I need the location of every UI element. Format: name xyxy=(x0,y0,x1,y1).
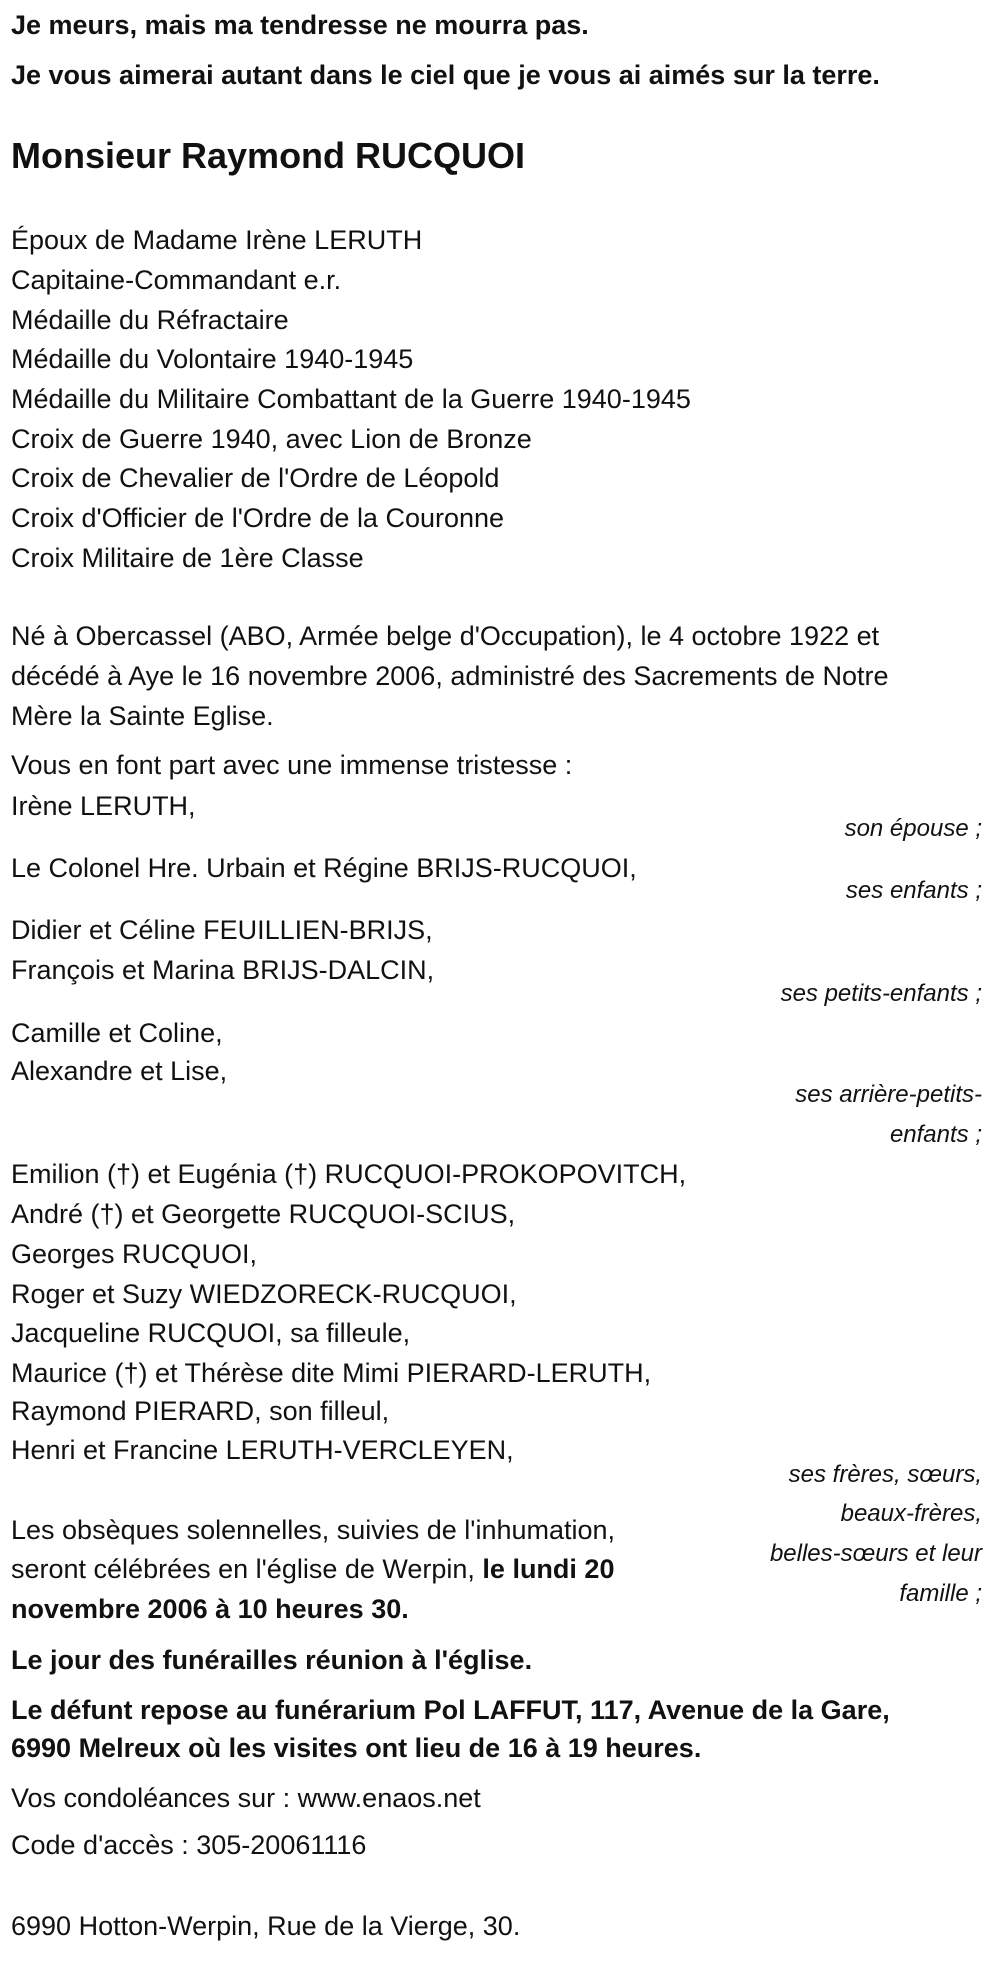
birth-line: Né à Obercassel (ABO, Armée belge d'Occupation), le 4 octobre 1922 et xyxy=(11,621,880,651)
honor-line: Médaille du Volontaire 1940-1945 xyxy=(11,344,414,374)
quote-line: Je meurs, mais ma tendresse ne mourra pas. xyxy=(11,10,589,40)
address: 6990 Hotton-Werpin, Rue de la Vierge, 30. xyxy=(11,1911,521,1941)
rest-line: Le défunt repose au funérarium Pol LAFFUT, 117, Avenue de la Gare, xyxy=(11,1695,890,1725)
honor-line: Médaille du Militaire Combattant de la Guerre 1940-1945 xyxy=(11,384,691,414)
access-code: Code d'accès : 305-20061116 xyxy=(11,1830,367,1860)
family-member: Le Colonel Hre. Urbain et Régine BRIJS-RUCQUOI, xyxy=(11,853,637,883)
family-role: ses frères, sœurs, xyxy=(788,1461,982,1488)
family-member: François et Marina BRIJS-DALCIN, xyxy=(11,955,435,985)
funeral-date: novembre 2006 à 10 heures 30. xyxy=(11,1594,409,1624)
condolences-link[interactable]: Vos condoléances sur : www.enaos.net xyxy=(11,1783,481,1813)
family-role: enfants ; xyxy=(889,1121,982,1148)
family-member: Didier et Céline FEUILLIEN-BRIJS, xyxy=(11,915,433,945)
family-member: Georges RUCQUOI, xyxy=(11,1239,258,1269)
funeral-line: Les obsèques solennelles, suivies de l'inhumation, xyxy=(11,1515,616,1545)
honor-line: Capitaine-Commandant e.r. xyxy=(11,265,342,295)
family-role: ses enfants ; xyxy=(845,877,982,904)
funeral-line xyxy=(11,1552,614,1586)
quote-line: Je vous aimerai autant dans le ciel que je vous ai aimés sur la terre. xyxy=(11,60,880,90)
intro-text: Vous en font part avec une immense tristesse : xyxy=(11,750,573,780)
family-member: Henri et Francine LERUTH-VERCLEYEN, xyxy=(11,1435,514,1465)
family-member: André (†) et Georgette RUCQUOI-SCIUS, xyxy=(11,1199,516,1229)
family-member: Irène LERUTH, xyxy=(11,791,196,821)
meeting-text: Le jour des funérailles réunion à l'église. xyxy=(11,1645,533,1675)
birth-line: Mère la Sainte Eglise. xyxy=(11,701,274,731)
family-member: Roger et Suzy WIEDZORECK-RUCQUOI, xyxy=(11,1279,517,1309)
funeral-date: le lundi 20 xyxy=(482,1554,615,1584)
family-member: Raymond PIERARD, son filleul, xyxy=(11,1396,390,1426)
honor-line: Époux de Madame Irène LERUTH xyxy=(11,225,423,255)
family-role: son épouse ; xyxy=(844,815,982,842)
honor-line: Croix d'Officier de l'Ordre de la Couronne xyxy=(11,503,505,533)
honor-line: Croix de Chevalier de l'Ordre de Léopold xyxy=(11,463,500,493)
rest-line: 6990 Melreux où les visites ont lieu de 16 à 19 heures. xyxy=(11,1733,702,1763)
family-member: Emilion (†) et Eugénia (†) RUCQUOI-PROKOPOVITCH, xyxy=(11,1159,687,1189)
honor-line: Croix de Guerre 1940, avec Lion de Bronze xyxy=(11,424,532,454)
family-role: beaux-frères, xyxy=(840,1500,982,1527)
birth-line: décédé à Aye le 16 novembre 2006, administré des Sacrements de Notre xyxy=(11,661,889,691)
funeral-text: seront célébrées en l'église de Werpin, xyxy=(11,1554,483,1584)
family-member: Alexandre et Lise, xyxy=(11,1056,228,1086)
honor-line: Médaille du Réfractaire xyxy=(11,305,289,335)
page-title: Monsieur Raymond RUCQUOI xyxy=(11,135,526,176)
family-role: ses petits-enfants ; xyxy=(780,980,982,1007)
family-role: belles-sœurs et leur xyxy=(769,1540,982,1567)
family-member: Jacqueline RUCQUOI, sa filleule, xyxy=(11,1318,411,1348)
family-member: Maurice (†) et Thérèse dite Mimi PIERARD-LERUTH, xyxy=(11,1358,652,1388)
family-member: Camille et Coline, xyxy=(11,1018,223,1048)
family-role: famille ; xyxy=(899,1580,982,1607)
honor-line: Croix Militaire de 1ère Classe xyxy=(11,543,364,573)
family-role: ses arrière-petits- xyxy=(795,1081,982,1108)
